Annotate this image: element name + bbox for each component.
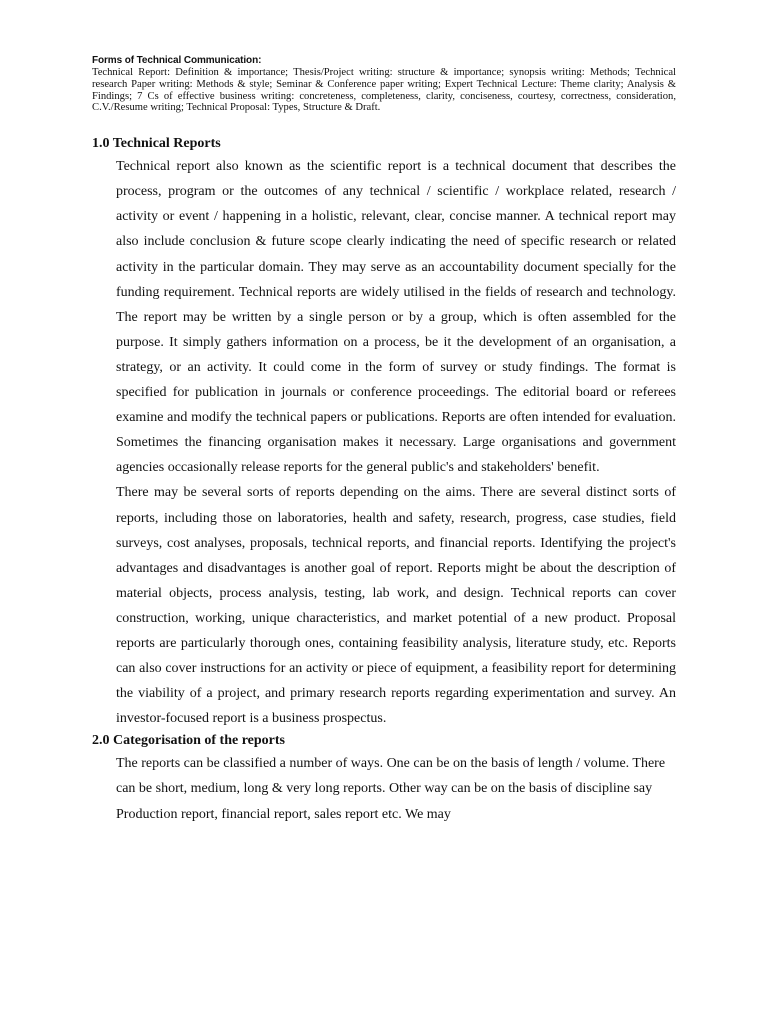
- syllabus-text: Technical Report: Definition & importance; Thesis/Project writing: structure & importance; synopsis writing: Methods; Technical research Paper writing: Methods & style; Seminar & Conference paper writing; Expert Technical Lecture: Theme clarity; Analysis & Findings; 7 Cs of effective business writing: concreteness, completeness, clarity, conciseness, courtesy, correctness, consideration, C.V./Resume writing; Technical Proposal: Types, Structure & Draft.: [92, 67, 676, 114]
- syllabus-heading: Forms of Technical Communication:: [92, 55, 262, 66]
- paragraph-categorisation: The reports can be classified a number of ways. One can be on the basis of length / volume. There can be short, medium, long & very long reports. Other way can be on the basis of discipline say Production report, financial report, sales report etc. We may: [116, 756, 666, 822]
- section-heading-technical-reports: 1.0 Technical Reports: [92, 136, 221, 152]
- section-heading-categorisation: 2.0 Categorisation of the reports: [92, 733, 285, 749]
- paragraph-report-types: There may be several sorts of reports depending on the aims. There are several distinct sorts of reports, including those on laboratories, health and safety, research, progress, case studies, field surveys, cost analyses, proposals, technical reports, and financial reports. Identifying the project's advantages and disadvantages is another goal of report. Reports might be about the description of material objects, process analysis, testing, lab work, and design. Technical reports can cover construction, working, unique characteristics, and market potential of a new product. Proposal reports are particularly thorough ones, containing feasibility analysis, literature study, etc. Reports can also cover instructions for an activity or piece of equipment, a feasibility report for determining the viability of a project, and primary research reports regarding experimentation and survey. An investor-focused report is a business prospectus.: [116, 485, 676, 727]
- document-page: [92, 54, 676, 827]
- paragraph-technical-report-definition: Technical report also known as the scientific report is a technical document that describes the process, program or the outcomes of any technical / scientific / workplace related, research / activity or event / happening in a holistic, relevant, clear, concise manner. A technical report may also include conclusion & future scope clearly indicating the need of specific research or related activity in the particular domain. They may serve as an accountability document specially for the funding requirement. Technical reports are widely utilised in the fields of research and technology. The report may be written by a single person or by a group, which is often assembled for the purpose. It simply gathers information on a process, be it the development of an organisation, a strategy, or an activity. It could come in the form of survey or study findings. The format is specified for publication in journals or conference proceedings. The editorial board or referees examine and modify the technical papers or publications. Reports are often intended for evaluation. Sometimes the financing organisation makes it necessary. Large organisations and government agencies occasionally release reports for the general public's and stakeholders' benefit.: [116, 159, 676, 476]
